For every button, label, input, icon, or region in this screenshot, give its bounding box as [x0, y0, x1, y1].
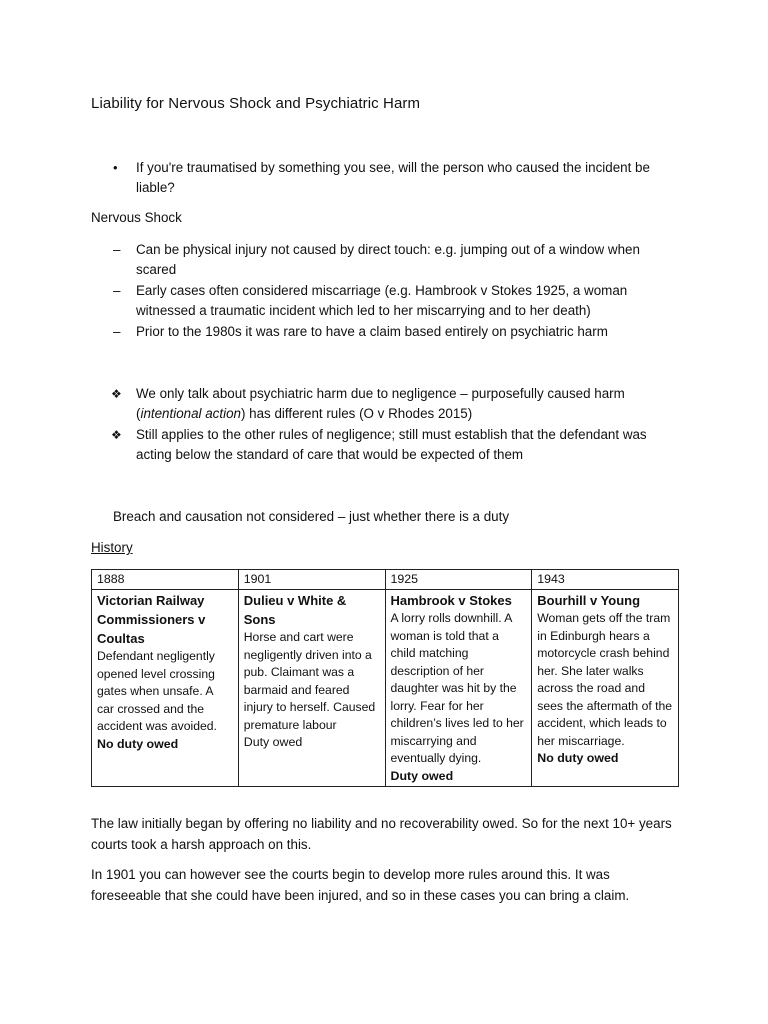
- section-heading-history: History: [91, 540, 133, 555]
- negligence-notes-list: [91, 384, 681, 466]
- list-item: [91, 384, 681, 424]
- dash-icon: –: [113, 242, 121, 257]
- bullet-text: If you're traumatised by something you see, will the person who caused the incident be liable?: [136, 160, 650, 195]
- year-header-cell: 1925: [385, 570, 532, 590]
- history-table: [91, 569, 679, 787]
- list-item-text: Can be physical injury not caused by direct touch: e.g. jumping out of a window when scared: [136, 242, 640, 277]
- case-cell: [238, 590, 385, 787]
- list-item: [91, 240, 681, 280]
- case-cell: [92, 590, 239, 787]
- italic-term: intentional action: [140, 406, 241, 421]
- list-item-text: Still applies to the other rules of negligence; still must establish that the defendant was acting below the standard of care that would be expected of them: [136, 427, 647, 462]
- table-header-row: [92, 570, 679, 590]
- case-description: A lorry rolls downhill. A woman is told that a child matching description of her daughter was hit by the lorry. Fear for her children’s lives led to her miscarrying and eventually dying.: [390, 611, 524, 765]
- list-item-text: Prior to the 1980s it was rare to have a claim based entirely on psychiatric harm: [136, 324, 608, 339]
- bullet-icon: •: [113, 160, 118, 175]
- intro-bullet-list: [91, 158, 681, 198]
- body-paragraph: In 1901 you can however see the courts begin to develop more rules around this. It was foreseeable that she could have been injured, and so in these cases you can bring a claim.: [91, 867, 630, 903]
- list-item: [91, 425, 681, 465]
- diamond-bullet-icon: ❖: [111, 428, 122, 442]
- section-heading-nervous-shock: Nervous Shock: [91, 210, 182, 225]
- case-description: Horse and cart were negligently driven into a pub. Claimant was a barmaid and feared injury to herself. Caused premature labour: [243, 630, 376, 732]
- case-outcome: Duty owed: [243, 735, 303, 749]
- case-name: Dulieu v White & Sons: [243, 593, 347, 627]
- page-title: Liability for Nervous Shock and Psychiatric Harm: [91, 95, 421, 112]
- case-outcome: No duty owed: [97, 736, 179, 751]
- year-header-cell: 1888: [92, 570, 239, 590]
- table-row: [92, 590, 679, 787]
- nervous-shock-list: [91, 240, 681, 343]
- list-item: [91, 322, 681, 342]
- case-name: Hambrook v Stokes: [390, 593, 512, 608]
- list-item-text: Early cases often considered miscarriage (e.g. Hambrook v Stokes 1925, a woman witnessed a traumatic incident which led to her miscarrying and to her death): [136, 283, 628, 318]
- list-item-text: We only talk about psychiatric harm due to negligence – purposefully caused harm (intentional action) has different rules (O v Rhodes 2015): [136, 386, 625, 421]
- case-name: Victorian Railway Commissioners v Coultas: [97, 593, 206, 646]
- dash-icon: –: [113, 324, 121, 339]
- diamond-bullet-icon: ❖: [111, 387, 122, 401]
- year-header-cell: 1943: [532, 570, 679, 590]
- case-description: Defendant negligently opened level crossing gates when unsafe. A car crossed and the accident was avoided.: [97, 649, 217, 733]
- case-outcome: No duty owed: [537, 751, 619, 765]
- case-outcome: Duty owed: [390, 768, 454, 783]
- breach-note: Breach and causation not considered – just whether there is a duty: [113, 509, 510, 524]
- case-name: Bourhill v Young: [537, 593, 641, 608]
- case-description: Woman gets off the tram in Edinburgh hears a motorcycle crash behind her. She later walks across the road and sees the aftermath of the accident, which leads to her miscarriage.: [537, 611, 673, 748]
- case-cell: [532, 590, 679, 787]
- body-paragraph: The law initially began by offering no liability and no recoverability owed. So for the next 10+ years courts took a harsh approach on this.: [91, 816, 672, 852]
- case-cell: [385, 590, 532, 787]
- list-item: [91, 158, 681, 198]
- year-header-cell: 1901: [238, 570, 385, 590]
- dash-icon: –: [113, 283, 121, 298]
- list-item: [91, 281, 681, 321]
